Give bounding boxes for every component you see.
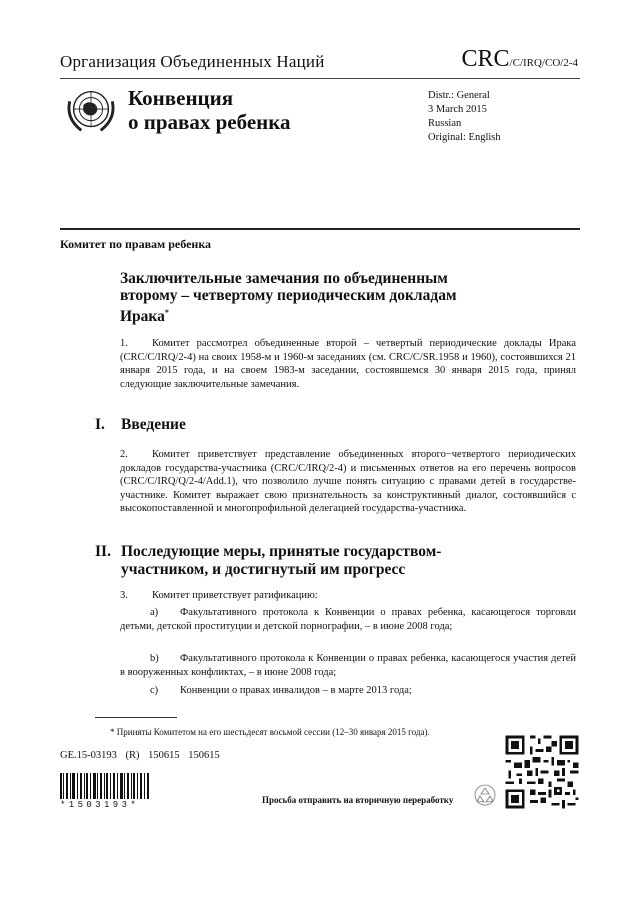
- subparagraph-text: Конвенции о правах инвалидов – в марте 2013 года;: [180, 685, 412, 696]
- distr-line: Distr.: General: [428, 90, 490, 101]
- section-number: I.: [95, 416, 105, 433]
- convention-title: [128, 86, 291, 134]
- section-title: Последующие меры, принятые государством-участником, и достигнутый им прогресс: [121, 543, 442, 578]
- paragraph-1: [120, 337, 576, 391]
- paragraph-3: [120, 589, 576, 603]
- subparagraph-a: [120, 606, 576, 633]
- section-title: Введение: [121, 416, 186, 433]
- section-heading-1: [95, 416, 501, 434]
- barcode-icon: [60, 773, 150, 799]
- title-line-3: Ирака: [120, 308, 165, 326]
- symbol-sub: /C/IRQ/CO/2-4: [509, 57, 578, 69]
- title-line-1: Заключительные замечания по объединенным: [120, 270, 448, 287]
- footnote: * Приняты Комитетом на его шестьдесят восьмой сессии (12–30 января 2015 года).: [110, 727, 430, 737]
- subparagraph-text: Факультативного протокола к Конвенции о правах ребенка, касающегося участия детей в вооруженных конфликтах, – в июне 2008 года;: [120, 653, 576, 678]
- paragraph-number: 2.: [120, 449, 128, 460]
- paragraph-text: Комитет приветствует ратификацию:: [152, 590, 318, 601]
- subparagraph-c: [120, 684, 576, 698]
- convention-line-2: о правах ребенка: [128, 110, 291, 134]
- title-line-2: второму – четвертому периодическим докладам: [120, 287, 457, 304]
- subparagraph-label: a): [150, 607, 159, 618]
- job-number: GE.15-03193 (R) 150615 150615: [60, 750, 220, 761]
- footnote-divider: [95, 717, 177, 718]
- convention-line-1: Конвенция: [128, 86, 234, 110]
- subparagraph-text: Факультативного протокола к Конвенции о правах ребенка, касающегося торговли детьми, детской проституции и детской порнографии, – в июне 2008 года;: [120, 607, 576, 632]
- original-language-line: Original: English: [428, 132, 501, 143]
- date-line: 3 March 2015: [428, 104, 487, 115]
- distribution-info: [428, 89, 501, 145]
- paragraph-number: 3.: [120, 590, 128, 601]
- recycle-notice: Просьба отправить на вторичную переработку: [262, 795, 454, 805]
- organization-name: Организация Объединенных Наций: [60, 52, 325, 71]
- footnote-marker: *: [164, 308, 169, 317]
- qr-code-icon[interactable]: [503, 733, 581, 811]
- subparagraph-label: b): [150, 653, 159, 664]
- paragraph-text: Комитет приветствует представление объединенных второго−четвертого периодических докладов государства-участника (CRC/C/IRQ/2-4) и письменных ответов на его перечень вопросов (CRC/C/IRQ/Q/2-4/Add.1), что позволило лучше понять ситуацию с правами детей в государстве-участнике. Комитет выражает свою признательность за конструктивный диалог, состоявшийся с высокопоставленной и многопрофильной делегацией государства-участника.: [120, 449, 576, 514]
- title-divider: [60, 228, 580, 230]
- paragraph-text: Комитет рассмотрел объединенные второй – четвертый периодические доклады Ирака (CRC/C/IRQ/2-4) на своих 1958-м и 1960-м заседаниях (см. CRC/C/SR.1958 и 1960), состоявшихся 21 января 2015 года, и на своем 1983-м заседании, состоявшемся 30 января 2015 года, принял следующие заключительные замечания.: [120, 338, 576, 390]
- paragraph-2: [120, 448, 576, 516]
- section-number: II.: [95, 543, 111, 560]
- barcode-number: *1503193*: [60, 800, 140, 810]
- subparagraph-label: c): [150, 685, 159, 696]
- subparagraph-b: [120, 652, 576, 679]
- document-symbol: [462, 46, 578, 73]
- header-divider: [60, 78, 580, 79]
- committee-name: Комитет по правам ребенка: [60, 237, 212, 251]
- section-heading-2: [95, 543, 501, 579]
- language-line: Russian: [428, 118, 462, 129]
- symbol-main: CRC: [461, 46, 510, 72]
- recycle-icon: [474, 784, 496, 806]
- paragraph-number: 1.: [120, 338, 128, 349]
- un-emblem-icon: [62, 82, 120, 140]
- document-title: [120, 270, 540, 325]
